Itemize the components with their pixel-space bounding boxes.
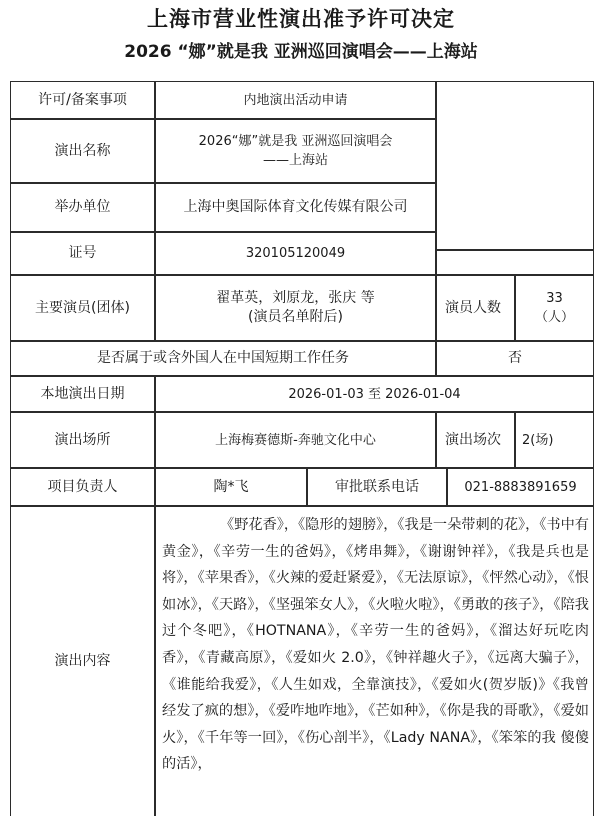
date-label: 本地演出日期 bbox=[10, 376, 155, 412]
performers-value bbox=[155, 275, 436, 341]
sessions-value: 2(场) bbox=[515, 412, 594, 468]
organizer-value: 上海中奥国际体育文化传媒有限公司 bbox=[155, 183, 436, 232]
sessions-label: 演出场次 bbox=[436, 412, 515, 468]
manager-label: 项目负责人 bbox=[10, 468, 155, 506]
show-name-line2: ——上海站 bbox=[262, 153, 328, 168]
license-no-label: 证号 bbox=[10, 232, 155, 275]
venue-label: 演出场所 bbox=[10, 412, 155, 468]
permit-item-label: 许可/备案事项 bbox=[10, 81, 155, 119]
document-title: 上海市营业性演出准予许可决定 bbox=[147, 7, 455, 31]
performers-line2: (演员名单附后) bbox=[248, 309, 343, 325]
program-value bbox=[155, 506, 594, 816]
document-subtitle: 2026 “娜”就是我 亚洲巡回演唱会——上海站 bbox=[124, 42, 478, 62]
performers-label: 主要演员(团体) bbox=[10, 275, 155, 341]
performer-count-number: 33 bbox=[546, 291, 563, 306]
performer-count-label: 演员人数 bbox=[436, 275, 515, 341]
date-value: 2026-01-03 至 2026-01-04 bbox=[155, 376, 594, 412]
blank-cell-2 bbox=[436, 250, 594, 275]
performer-count-value bbox=[515, 275, 594, 341]
venue-value: 上海梅赛德斯-奔驰文化中心 bbox=[155, 412, 436, 468]
foreign-label: 是否属于或含外国人在中国短期工作任务 bbox=[10, 341, 436, 376]
foreign-value: 否 bbox=[436, 341, 594, 376]
phone-value: 021-8883891659 bbox=[447, 468, 594, 506]
performer-count-unit: （人） bbox=[534, 310, 574, 325]
program-text: 《野花香》，《隐形的翅膀》，《我是一朵带刺的花》，《书中有黄金》，《辛劳一生的爸妈》，《烤串舞》，《谢谢钟祥》，《我是兵也是将》，《苹果香》，《火辣的爱赶紧爱》，《无法原谅》，《怦然心动》，《恨如冰》，《天路》，《坚强笨女人》，《火啦火啦》，《勇敢的孩子》，《陪我过个冬吧》，《HOTNANA》，《辛劳一生的爸妈》，《溜达好玩吃肉香》，《青藏高原》，《爱如火 2.0》，《钟祥趣火子》，《远离大骗子》，《谁能给我爱》，《人生如戏，全靠演技》，《爱如火(贺岁版)》《我曾经发了疯的想》，《爱咋地咋地》，《芒如种》，《你是我的哥歌》，《爱如火》，《千年等一回》，《伤心剖半》，《Lady NANA》，《笨笨的我 傻傻的活》， bbox=[162, 517, 589, 773]
organizer-label: 举办单位 bbox=[10, 183, 155, 232]
license-no-value: 320105120049 bbox=[155, 232, 436, 275]
manager-value: 陶*飞 bbox=[155, 468, 307, 506]
show-name-value bbox=[155, 119, 436, 183]
performers-line1: 翟革英，刘原龙，张庆 等 bbox=[216, 290, 375, 306]
permit-table bbox=[11, 82, 595, 806]
phone-label: 审批联系电话 bbox=[307, 468, 447, 506]
program-label: 演出内容 bbox=[10, 506, 155, 816]
show-name-line1: 2026“娜”就是我 亚洲巡回演唱会 bbox=[198, 134, 393, 149]
show-name-label: 演出名称 bbox=[10, 119, 155, 183]
permit-item-value: 内地演出活动申请 bbox=[155, 81, 436, 119]
blank-cell bbox=[436, 81, 594, 250]
